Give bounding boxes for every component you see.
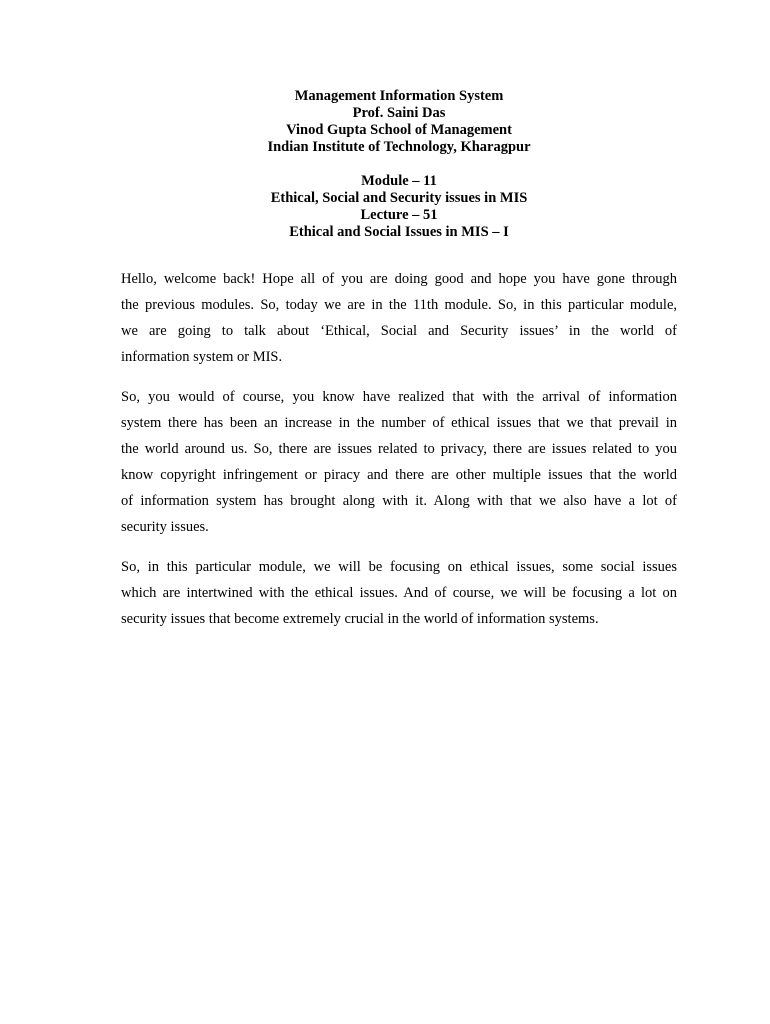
text-line: So, in this particular module, we will be focusing on ethical issues, some social issues (121, 559, 677, 575)
text-line: of information system has brought along with it. Along with that we also have a lot of (121, 493, 677, 509)
module-title: Ethical, Social and Security issues in MIS (270, 190, 528, 206)
text-line: the previous modules. So, today we are in the 11th module. So, in this particular module, (121, 297, 677, 313)
paragraph (121, 384, 677, 540)
lecture-title: Ethical and Social Issues in MIS – I (289, 224, 509, 240)
text-line: which are intertwined with the ethical issues. And of course, we will be focusing a lot on (121, 585, 677, 601)
text-line: security issues that become extremely crucial in the world of information systems. (121, 611, 599, 627)
text-line: security issues. (121, 519, 209, 535)
institute-name: Indian Institute of Technology, Kharagpur (267, 139, 531, 155)
text-line: Hello, welcome back! Hope all of you are doing good and hope you have gone through (121, 271, 677, 287)
paragraph (121, 554, 677, 632)
module-number: Module – 11 (361, 173, 437, 189)
transcript-header (0, 88, 770, 241)
lecture-number: Lecture – 51 (360, 207, 438, 223)
text-line: So, you would of course, you know have realized that with the arrival of information (121, 389, 677, 405)
header-spacer (0, 156, 770, 173)
text-line: know copyright infringement or piracy and there are other multiple issues that the world (121, 467, 677, 483)
paragraph (121, 266, 677, 370)
text-line: system there has been an increase in the number of ethical issues that we that prevail in (121, 415, 677, 431)
text-line: we are going to talk about ‘Ethical, Social and Security issues’ in the world of (121, 323, 677, 339)
professor-name: Prof. Saini Das (352, 105, 446, 121)
school-name: Vinod Gupta School of Management (286, 122, 512, 138)
course-title: Management Information System (294, 88, 504, 104)
transcript-body (121, 266, 677, 646)
text-line: information system or MIS. (121, 349, 283, 365)
text-line: the world around us. So, there are issues related to privacy, there are issues related to you (121, 441, 677, 457)
